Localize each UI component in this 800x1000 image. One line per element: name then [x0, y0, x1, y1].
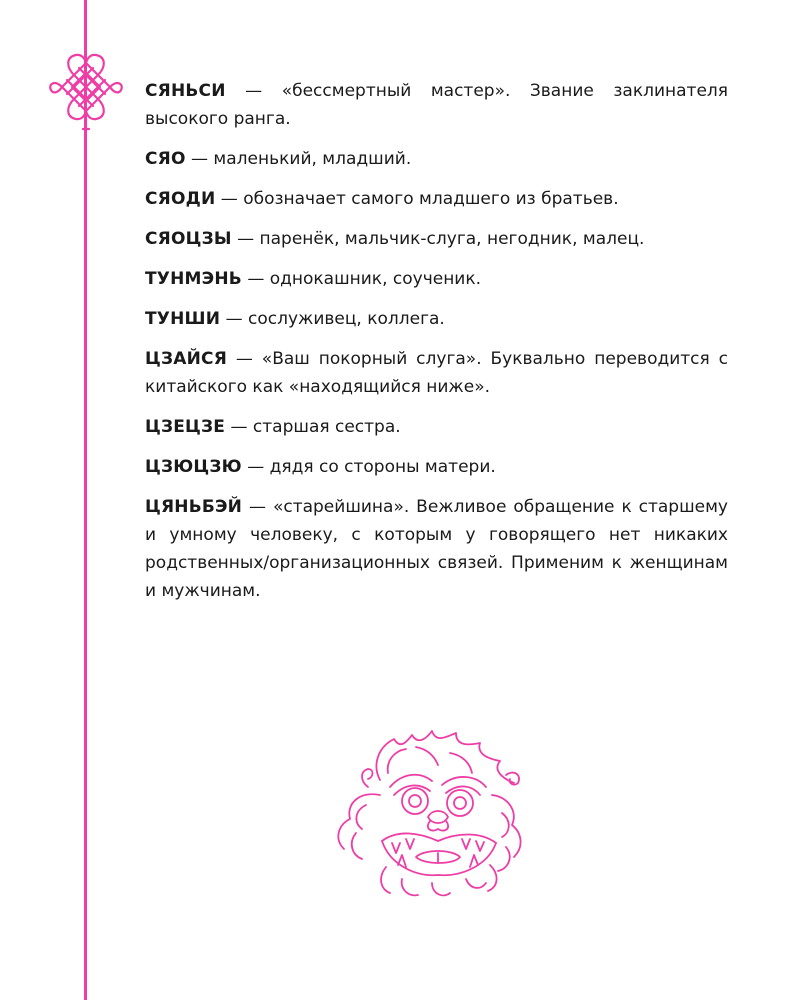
glossary-definition: — «бессмертный мастер». Звание заклинателя высокого ранга. — [145, 81, 728, 129]
glossary-definition: — однокашник, соученик. — [241, 269, 482, 289]
glossary-term: ЦЗЮЦЗЮ — [145, 457, 242, 477]
glossary-definition: — сослуживец, коллега. — [220, 309, 445, 329]
glossary-entry — [145, 345, 728, 401]
glossary-term: СЯОЦЗЫ — [145, 229, 232, 249]
glossary-entry — [145, 413, 728, 441]
glossary-term: ЦЗЕЦЗЕ — [145, 417, 226, 437]
glossary-entry — [145, 453, 728, 481]
glossary-definition: — «Ваш покорный слуга». Буквально переводится с китайского как «находящийся ниже». — [145, 349, 728, 397]
glossary-entry — [145, 145, 728, 173]
glossary-term: ЦЯНЬБЭЙ — [145, 497, 243, 517]
decorative-vertical-rule — [84, 0, 87, 1000]
glossary-definition: — старшая сестра. — [225, 417, 401, 437]
glossary-definition: — «старейшина». Вежливое обращение к старшему и умному человеку, с которым у говорящего нет никаких родственных/организационных связей. Применим к женщинам и мужчинам. — [145, 497, 728, 601]
glossary-entry — [145, 77, 728, 133]
glossary-entry — [145, 265, 728, 293]
glossary-definition: — маленький, младший. — [185, 149, 412, 169]
glossary-term: СЯО — [145, 149, 186, 169]
glossary-term: СЯОДИ — [145, 189, 216, 209]
glossary-term: ТУНМЭНЬ — [145, 269, 242, 289]
endless-knot-icon — [48, 49, 124, 141]
glossary-definition: — обозначает самого младшего из братьев. — [215, 189, 619, 209]
glossary-term: ЦЗАЙСЯ — [145, 349, 227, 369]
glossary-entry — [145, 305, 728, 333]
glossary-definition: — дядя со стороны матери. — [241, 457, 496, 477]
glossary-list — [145, 77, 728, 617]
glossary-term: ТУНШИ — [145, 309, 221, 329]
glossary-entry — [145, 185, 728, 213]
glossary-entry — [145, 493, 728, 605]
guardian-lion-icon — [320, 725, 530, 905]
glossary-term: СЯНЬСИ — [145, 81, 226, 101]
glossary-entry — [145, 225, 728, 253]
glossary-definition: — паренёк, мальчик-слуга, негодник, малец. — [231, 229, 645, 249]
